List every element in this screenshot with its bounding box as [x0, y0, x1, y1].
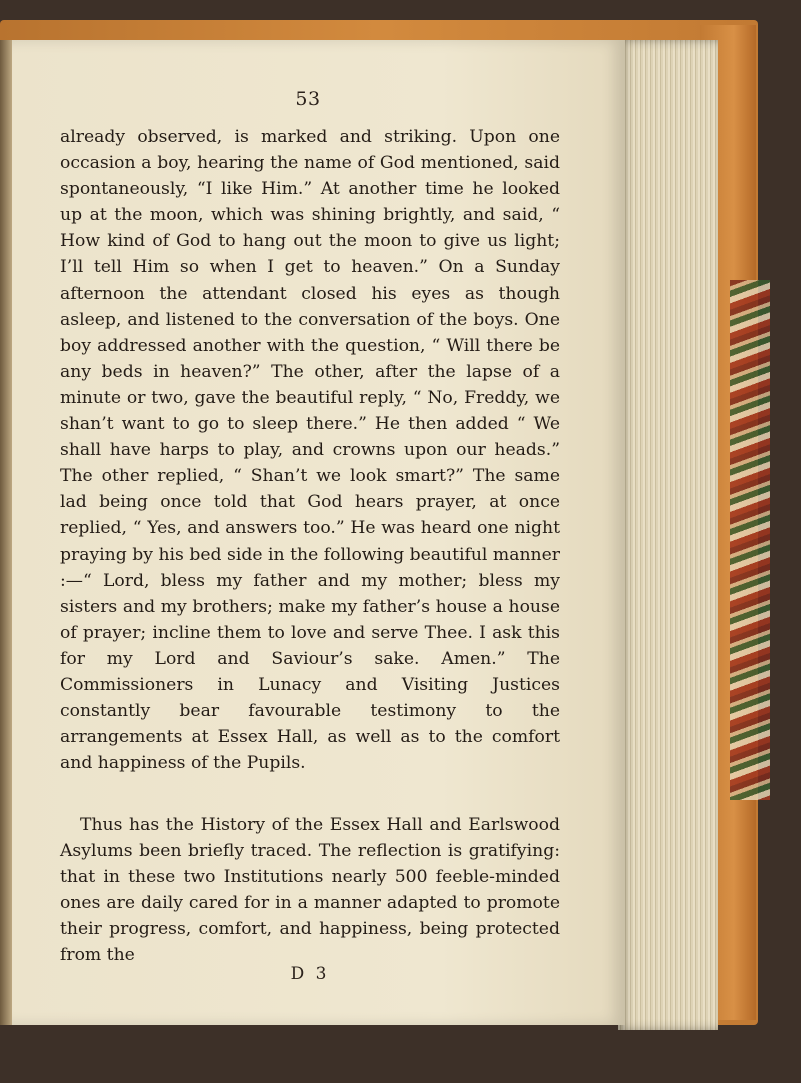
paragraph-1: already observed, is marked and striking. Upon one occasion a boy, hearing the name of God mentioned, said spontaneously, “I like Him.” At another time he looked up at the moon, which was shining brightly, and said, “ How kind of God to hang out the moon to give us light; I’ll tell Him so when I get to heaven.” On a Sunday afternoon the attendant closed his eyes as though asleep, and listened to the conversation of the boys. One boy addressed another with the question, “ Will there be any beds in heaven?” The other, after the lapse of a minute or two, gave the beautiful reply, “ No, Freddy, we shan’t want to go to sleep there.” He then added “ We shall have harps to play, and crowns upon our heads.” The other replied, “ Shan’t we look smart?” The same lad being once told that God hears prayer, at once replied, “ Yes, and answers too.” He was heard one night praying by his bed side in the following beautiful manner :—“ Lord, bless my father and my mother; bless my sisters and my brothers; make my father’s house a house of prayer; incline them to love and serve Thee. I ask this for my Lord and Saviour’s sake. Amen.” The Commissioners in Lunacy and Visiting Justices constantly bear favourable testimony to the arrangements at Essex Hall, as well as to the comfort and happiness of the Pupils. — [60, 127, 560, 774]
gutter — [0, 40, 12, 1025]
signature-mark: D 3 — [290, 964, 330, 984]
marbled-endpaper — [730, 280, 770, 800]
paragraph-2: Thus has the History of the Essex Hall and Earlswood Asylums been briefly traced. The reflection is gratifying: that in these two Institutions nearly 500 feeble-minded ones are daily cared for in a manner adapted to promote their progress, comfort, and happiness, being protected from the — [60, 815, 560, 966]
page-edges — [618, 40, 718, 1030]
page-number: 53 — [295, 88, 321, 110]
